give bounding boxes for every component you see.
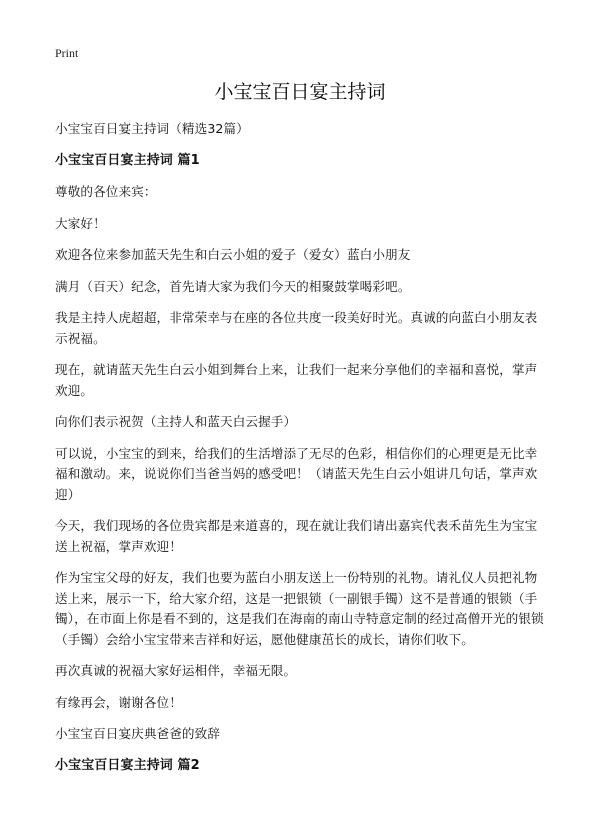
section-heading-1: 小宝宝百日宴主持词 篇1	[55, 152, 200, 168]
paragraph: 有缘再会，谢谢各位！	[55, 694, 182, 710]
paragraph: 今天，我们现场的各位贵宾都是来道喜的，现在就让我们请出嘉宾代表禾苗先生为宝宝送上祝福，掌声欢迎！	[55, 518, 538, 554]
print-link[interactable]: Print	[55, 46, 79, 60]
paragraph: 再次真诚的祝福大家好运相伴，幸福无限。	[55, 663, 297, 678]
paragraph: 满月（百天）纪念，首先请大家为我们今天的相聚鼓掌喝彩吧。	[55, 278, 411, 294]
page-title: 小宝宝百日宴主持词	[214, 81, 386, 103]
paragraph: 小宝宝百日宴庆典爸爸的致辞	[55, 726, 221, 741]
section-heading-2: 小宝宝百日宴主持词 篇2	[55, 757, 200, 773]
paragraph: 向你们表示祝贺（主持人和蓝天白云握手）	[55, 414, 297, 429]
paragraph: 现在，就请蓝天先生白云小姐到舞台上来，让我们一起来分享他们的幸福和喜悦，掌声欢迎。	[55, 362, 538, 398]
paragraph: 可以说，小宝宝的到来，给我们的生活增添了无尽的色彩，相信你们的心理更是无比幸福和激动。来，说说你们当爸当妈的感受吧！（请蓝天先生白云小姐讲几句话，掌声欢迎）	[55, 445, 538, 502]
document-body	[55, 119, 547, 787]
paragraph: 欢迎各位来参加蓝天先生和白云小姐的爱子（爱女）蓝白小朋友	[55, 247, 411, 262]
paragraph: 作为宝宝父母的好友，我们也要为蓝白小朋友送上一份特别的礼物。请礼仪人员把礼物送上来，展示一下，给大家介绍，这是一把银锁（一副银手镯）这不是普通的银锁（手镯），在市面上你是看不到的，这是我们在海南的南山寺特意定制的经过高僧开光的银锁（手镯）会给小宝宝带来吉祥和好运，愿他健康茁长的成长，请你们收下。	[55, 570, 544, 647]
paragraph: 大家好！	[55, 215, 106, 231]
paragraph: 我是主持人虎超超，非常荣幸与在座的各位共度一段美好时光。真诚的向蓝白小朋友表示祝福。	[55, 310, 538, 346]
paragraph: 尊敬的各位来宾：	[55, 184, 157, 199]
intro-paragraph: 小宝宝百日宴主持词（精选32篇）	[55, 121, 249, 136]
